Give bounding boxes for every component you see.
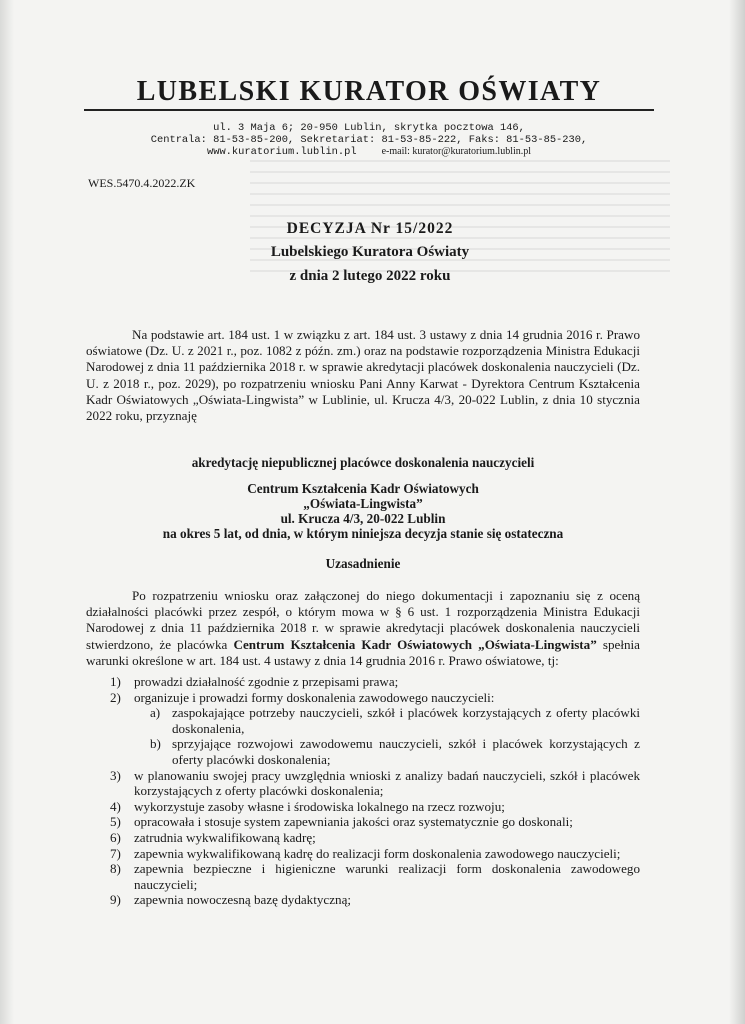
email-link[interactable]: e-mail: kurator@kuratorium.lublin.pl: [381, 146, 532, 157]
justification-institution: Centrum Kształcenia Kadr Oświatowych „Oświata-Lingwista”: [233, 636, 597, 652]
letterhead-divider: [84, 109, 654, 111]
institution-brand: „Oświata-Lingwista”: [303, 496, 423, 511]
grant-statement: akredytację niepublicznej placówce doskonalenia nauczycieli: [191, 455, 535, 470]
item-number: 8): [110, 861, 121, 877]
letterhead-contact: [84, 146, 654, 158]
subitem-letter: b): [150, 736, 161, 752]
letterhead-address: ul. 3 Maja 6; 20-950 Lublin, skrytka pocztowa 146,: [213, 122, 525, 134]
item-text: zapewnia nowoczesną bazę dydaktyczną;: [134, 892, 352, 908]
justification-text-start: Po rozpatrzeniu wniosku oraz załączonej do niego dokumentacji i zapoznaniu się z oceną działalności placówki przez zespół, o którym mowa w § 6 ust. 1 rozporządzenia Ministra Edukacji Narodowej z dnia 11 października 2018 r. w sprawie akredytacji placówek doskonalenia nauczycieli stwierdzono, że placówka: [86, 588, 640, 652]
subitem-text: sprzyjające rozwojowi zawodowemu nauczycieli, szkół i placówek korzystających z oferty placówki doskonalenia;: [172, 736, 640, 767]
item-text: w planowaniu swojej pracy uwzględnia wnioski z analizy badań nauczycieli, szkół i placówek korzystających z oferty placówki doskonalenia;: [134, 767, 640, 799]
list-item: [110, 768, 640, 799]
accreditation-period: na okres 5 lat, od dnia, w którym niniejsza decyzja stanie się ostateczna: [162, 526, 564, 541]
letterhead-phones: Centrala: 81-53-85-200, Sekretariat: 81-53-85-222, Faks: 81-53-85-230,: [150, 134, 588, 146]
page-shadow-left: [0, 0, 14, 1024]
subitem-letter: a): [150, 705, 161, 721]
item-text: opracowała i stosuje system zapewniania jakości oraz systematycznie go doskonali;: [134, 814, 573, 830]
institution-name: Centrum Kształcenia Kadr Oświatowych: [247, 481, 479, 496]
list-item: [110, 846, 640, 862]
sub-list-item: [150, 705, 640, 736]
decision-title: DECYZJA Nr 15/2022: [286, 220, 454, 237]
item-number: 9): [110, 892, 121, 908]
item-number: 2): [110, 689, 121, 705]
item-text: zapewnia wykwalifikowaną kadrę do realizacji form doskonalenia zawodowego nauczycieli;: [134, 845, 621, 861]
conditions-list: [110, 674, 640, 908]
list-item: [110, 799, 640, 815]
page-shadow-right: [729, 0, 745, 1024]
justification-heading: Uzasadnienie: [325, 556, 401, 571]
item-number: 1): [110, 674, 121, 689]
item-text: organizuje i prowadzi formy doskonalenia zawodowego nauczycieli:: [134, 689, 495, 705]
preamble-paragraph: Na podstawie art. 184 ust. 1 w związku z art. 184 ust. 3 ustawy z dnia 14 grudnia 2016 r. Prawo oświatowe (Dz. U. z 2021 r., poz. 1082 z późn. zm.) oraz na podstawie rozporządzenia Ministra Edukacji Narodowej z dnia 11 października 2018 r. w sprawie akredytacji placówek doskonalenia nauczycieli (Dz. U. z 2018 r., poz. 2029), po rozpatrzeniu wniosku Pani Anny Karwat - Dyrektora Centrum Kształcenia Kadr Oświatowych „Oświata-Lingwista” w Lublinie, ul. Krucza 4/3, 20-022 Lublin, z dnia 10 stycznia 2022 roku, przyznaję: [86, 327, 640, 424]
item-number: 5): [110, 814, 121, 830]
list-item: [110, 830, 640, 846]
list-item: [110, 690, 640, 706]
item-number: 6): [110, 829, 121, 845]
list-item: [110, 892, 640, 908]
justification-text-end: spełnia warunki określone w art. 184 ust. 4 ustawy z dnia 14 grudnia 2016 r. Prawo oświatowe, tj:: [86, 636, 640, 668]
item-text: prowadzi działalność zgodnie z przepisami prawa;: [134, 674, 399, 689]
list-item: [110, 814, 640, 830]
letterhead-title: LUBELSKI KURATOR OŚWIATY: [136, 76, 602, 107]
institution-address: ul. Krucza 4/3, 20-022 Lublin: [280, 511, 446, 526]
item-text: wykorzystuje zasoby własne i środowiska lokalnego na rzecz rozwoju;: [134, 798, 505, 814]
list-item: [110, 674, 640, 690]
item-text: zapewnia bezpieczne i higieniczne warunki realizacji form doskonalenia zawodowego nauczycieli;: [134, 861, 640, 892]
justification-paragraph: [86, 588, 640, 669]
item-number: 3): [110, 767, 121, 783]
item-number: 7): [110, 845, 121, 861]
decision-date: z dnia 2 lutego 2022 roku: [289, 268, 451, 284]
reference-number: WES.5470.4.2022.ZK: [88, 176, 196, 190]
decision-issuer: Lubelskiego Kuratora Oświaty: [270, 244, 470, 260]
item-text: zatrudnia wykwalifikowaną kadrę;: [134, 829, 316, 845]
website-link[interactable]: www.kuratorium.lublin.pl: [206, 146, 357, 158]
item-number: 4): [110, 798, 121, 814]
subitem-text: zaspokajające potrzeby nauczycieli, szkół i placówek korzystających z oferty placówki doskonalenia,: [172, 705, 640, 736]
list-item: [110, 861, 640, 892]
sub-list-item: [150, 736, 640, 767]
